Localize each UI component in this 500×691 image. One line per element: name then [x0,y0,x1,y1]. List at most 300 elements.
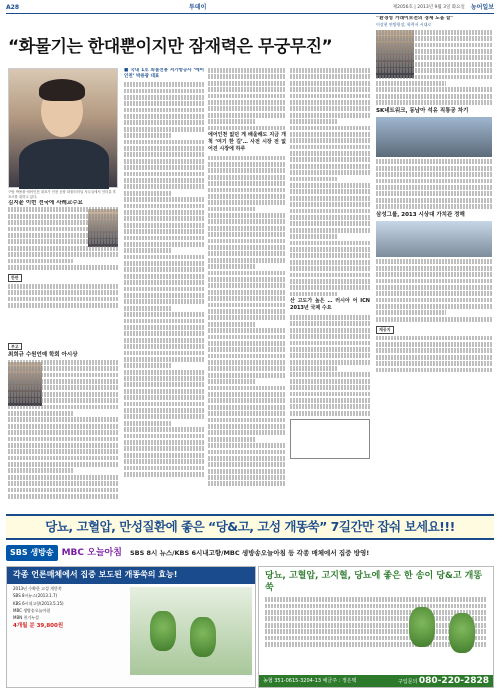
text-line [8,220,118,225]
text-line [290,68,370,73]
text-line [208,379,255,384]
data-table [290,419,370,459]
text-line [290,398,370,403]
bank-account: 농협 351-0615-3204-13 예금주 : 정은택 [263,677,357,684]
text-line [8,297,118,302]
text-line [376,30,492,35]
text-line [208,175,286,180]
text-line [8,207,118,212]
text-line [8,437,118,442]
text-line [124,338,204,343]
text-line [124,325,204,330]
text-line [208,398,286,403]
text-line [376,68,492,73]
newspaper-brand: 농어일보 [470,4,494,12]
article-column-3 [290,68,370,508]
text-line [124,370,204,375]
text-line [208,469,286,474]
text-line [8,392,118,397]
text-line [8,233,118,238]
text-line [8,360,118,365]
text-line [8,443,118,448]
text-line [290,126,370,131]
text-line [124,140,204,145]
text-line [290,404,370,409]
text-line [8,214,118,219]
text-line [208,239,286,244]
text-line [124,191,172,196]
text-line [8,366,118,371]
text-line [124,210,204,215]
text-line [290,74,370,79]
text-line [290,234,338,239]
text-line [290,360,370,365]
text-line [124,165,204,170]
text-line [124,261,204,266]
text-line [290,266,370,271]
text-line [8,385,118,390]
text-line [124,242,204,247]
text-line [208,335,286,340]
text-line [208,373,286,378]
text-line [376,266,492,271]
text-line [124,402,204,407]
text-line [290,202,370,207]
text-line [208,156,286,161]
text-line [124,434,204,439]
text-line [290,145,370,150]
text-line [208,251,286,256]
text-line [290,392,370,397]
text-line [124,114,204,119]
text-line [124,472,204,477]
text-line [290,315,370,320]
text-line [124,248,172,253]
product-ad[interactable] [258,566,494,688]
text-line [208,315,286,320]
text-line [376,100,492,105]
text-line [124,216,204,221]
text-line [290,164,370,169]
text-line [208,405,286,410]
coverage-list [7,584,127,678]
text-line [208,81,286,86]
mbc-logo: MBC 오늘아침 [61,547,122,558]
text-line [290,260,370,265]
text-line [208,437,255,442]
text-line [208,113,286,118]
banner-ad[interactable] [6,514,494,540]
text-line [8,303,118,308]
text-line [290,328,370,333]
text-line [124,459,204,464]
text-line [290,292,338,297]
coverage-item: MBN 천기누설 [13,615,39,621]
text-line [208,126,286,131]
text-line [208,341,286,346]
text-line [124,108,204,113]
text-line [124,236,204,241]
article-section-heading-2: 산 고도가 높은 … 러시아 어 ICN 2013년 국제 수요 [290,298,370,312]
text-line [290,347,370,352]
text-line [376,304,492,309]
text-line [124,351,204,356]
text-line [290,94,370,99]
issue-date: 제2056호 | 2013년 9월 3일 화요일 [392,5,465,11]
text-line [290,157,370,162]
text-line [290,113,370,118]
text-line [8,449,118,454]
text-line [124,319,204,324]
sidebar-title: 김지윤 이번 전국에 사례교수요 [8,200,83,206]
text-line [208,290,286,295]
text-line [208,309,286,314]
text-line [290,228,370,233]
text-line [208,194,286,199]
text-line [124,453,204,458]
text-line [8,259,74,264]
text-line [208,411,286,416]
text-line [290,183,370,188]
text-line [208,94,286,99]
text-line [376,361,492,366]
text-line [376,179,492,184]
right-title-2: SK네트워크, 동남아 석유 직통공 차기 [376,107,469,114]
text-line [290,119,338,124]
text-line [124,382,204,387]
text-line [124,133,172,138]
text-line [124,331,204,336]
text-line [376,87,492,92]
text-line [208,106,286,111]
text-line [376,317,492,322]
article-headline: “화물기는 한대뿐이지만 잠재력은 무궁무진” [8,37,333,57]
text-line [290,106,370,111]
text-line [290,379,370,384]
text-line [290,366,338,371]
text-line [124,414,204,419]
text-line [124,204,204,209]
phone-number[interactable]: 080-220-2828 [418,675,489,686]
text-line [8,379,118,384]
text-line [290,138,370,143]
text-line [208,443,286,448]
text-line [208,87,286,92]
text-line [124,299,204,304]
text-line [376,75,492,80]
text-line [8,456,118,461]
text-line [8,252,118,257]
text-line [208,68,286,73]
coverage-item: SBS 8시뉴스(2013.1.7) [13,593,58,599]
text-line [376,166,492,171]
text-line [124,293,204,298]
text-line [124,152,204,157]
text-line [124,421,172,426]
text-line [290,87,370,92]
text-line [124,197,204,202]
text-line [208,219,286,224]
text-line [290,100,370,105]
text-line [376,298,492,303]
coverage-item: 2013년 수확한 고성 개똥쑥 [13,585,62,591]
sidebar-feature [8,200,118,310]
text-line [376,285,492,290]
text-line [124,440,204,445]
text-line [265,597,487,602]
text-line [265,604,487,609]
text-line [124,255,204,260]
text-line [208,360,286,365]
text-line [290,196,370,201]
text-line [208,232,286,237]
text-line [290,215,370,220]
text-line [208,226,286,231]
article-column-2 [208,68,286,508]
text-line [8,239,118,244]
text-line [376,81,446,86]
product-ad-title: 당뇨, 고혈압, 고지혈, 당뇨에 좋은 한 송이 당&고 개똥쑥 [265,571,483,594]
text-line [208,213,286,218]
text-line [376,191,492,196]
text-line [376,204,492,209]
text-line [376,36,492,41]
text-line [8,284,118,289]
obituary-title: 최희규 수원언예 학회 아시상 [8,352,78,359]
sbs-logo: SBS 생방송 [6,545,58,562]
text-line [208,119,255,124]
text-line [124,172,204,177]
text-line [208,475,286,480]
article-section-heading: 에어인천 없던 게 배울해도 지금 개척 ‘여기 한 길’… 사전 시장 전 없어진 시장에 하루 [208,132,286,152]
text-line [290,170,370,175]
text-line [124,159,204,164]
text-line [124,395,204,400]
text-line [208,462,286,467]
text-line [124,446,204,451]
text-line [290,334,370,339]
article-column-1 [124,68,204,508]
text-line [376,172,492,177]
call-label: 구입문의 [397,678,418,685]
text-line [208,418,286,423]
text-line [290,372,370,377]
text-line [124,101,204,106]
text-line [208,74,286,79]
text-line [208,456,286,461]
coverage-item: MBC 생방송오늘아침 [13,607,51,613]
text-line [208,450,286,455]
right-column [376,16,492,516]
text-line [290,411,370,416]
text-line [290,209,370,214]
text-line [208,430,286,435]
text-line [124,95,204,100]
text-line [208,188,286,193]
text-line [208,207,255,212]
right-photo-2 [376,117,492,157]
interview-photo [8,68,118,188]
text-line [8,488,118,493]
text-line [376,94,492,99]
obituary-tag: 부고 [8,343,22,350]
sidebar-tag: 한판 [8,274,22,281]
text-line [124,184,204,189]
text-line [208,245,286,250]
text-line [376,62,492,67]
text-line [8,265,118,270]
text-line [208,162,286,167]
text-line [124,466,204,471]
text-line [376,259,492,264]
text-line [376,159,492,164]
text-line [376,185,492,190]
text-line [290,321,370,326]
text-line [124,376,204,381]
text-line [208,264,255,269]
text-line [8,424,118,429]
text-line [124,408,204,413]
text-line [124,223,204,228]
text-line [208,392,286,397]
photo-caption: 구랍 박용광 에어인천 대표가 인천 공항 화물터미널 사무실에서 인터뷰 후 포즈를 취하고 있다. [8,190,116,199]
text-line [208,277,286,282]
text-line [208,424,286,429]
text-line [290,247,370,252]
text-line [290,241,370,246]
text-line [376,355,492,360]
text-line [124,287,204,292]
text-line [376,310,446,315]
text-line [208,168,286,173]
text-line [376,291,492,296]
text-line [124,389,204,394]
article-subhead: ■ 국내 1호 화물전용 저가항공사 ‘에어인천’ 박용광 대표 [124,68,204,80]
text-line [376,342,492,347]
right-sub-1: 이상현 연방원장, 학력서 시대로 [376,22,432,28]
text-line [376,368,492,373]
price-label: 4개월 분 39,800원 [13,622,64,629]
text-line [8,398,118,403]
text-line [376,336,492,341]
text-line [124,427,204,432]
text-line [124,89,204,94]
text-line [208,181,286,186]
text-line [290,177,338,182]
text-line [8,290,118,295]
text-line [208,354,286,359]
text-line [8,481,118,486]
text-line [208,322,255,327]
text-line [208,258,286,263]
coverage-heading: 각종 언론매체에서 집중 보도된 개똥쑥의 효능! [7,567,255,584]
text-line [376,49,492,54]
text-line [376,198,492,203]
text-line [8,468,74,473]
text-line [8,373,118,378]
section-title: 투데이 [189,4,207,12]
text-line [290,285,370,290]
text-line [124,274,204,279]
text-line [208,283,286,288]
text-line [124,306,172,311]
text-line [124,357,204,362]
right-photo-3 [376,221,492,257]
text-line [376,272,492,277]
text-line [8,411,74,416]
text-line [8,246,118,251]
text-line [124,82,204,87]
broadcast-note: SBS 8시 뉴스/KBS 6시내고향/MBC 생방송오늘아침 등 각종 매체에서 집중 방영! [129,548,370,557]
text-line [8,430,118,435]
text-line [8,227,118,232]
product-photo [130,587,252,675]
text-line [376,55,492,60]
text-line [208,100,286,105]
banner-ad-text: 당뇨, 고혈압, 만성질환에 좋은 “당&고, 고성 개똥쑥” 7길간만 잡숴 보세요!!! [45,518,455,534]
text-line [376,43,492,48]
text-line [290,132,370,137]
page-number: A28 [6,4,19,12]
text-line [124,127,204,132]
text-line [124,312,204,317]
text-line [8,475,118,480]
text-line [290,253,370,258]
text-line [124,280,204,285]
text-line [376,279,492,284]
right-title-3: 삼성그룹, 2013 시상대 가치관 정해 [376,211,465,218]
right-title-1: “환경성 거래이보전의 경제 도움 끝” [376,16,454,21]
text-line [290,341,370,346]
text-line [208,481,286,486]
text-line [290,273,370,278]
text-line [208,303,286,308]
contact-strip [259,675,493,687]
text-line [290,221,370,226]
text-line [290,353,370,358]
text-line [124,120,204,125]
text-line [124,344,204,349]
text-line [208,347,286,352]
text-line [124,363,172,368]
text-line [8,462,118,467]
text-line [8,405,118,410]
text-line [290,279,370,284]
text-line [208,386,286,391]
coverage-item: KBS 6시내고향(2013.5.15) [13,600,64,606]
media-coverage-ad[interactable] [6,566,256,688]
text-line [124,146,204,151]
text-line [124,267,204,272]
text-line [290,81,370,86]
text-line [208,328,286,333]
text-line [208,200,286,205]
text-line [124,229,204,234]
text-line [208,271,286,276]
text-line [8,417,118,422]
text-line [208,296,286,301]
text-line [290,189,370,194]
text-line [208,366,286,371]
text-line [290,385,370,390]
text-line [8,494,118,499]
text-line [124,178,204,183]
text-line [290,151,370,156]
obituary-section [8,340,118,510]
text-line [376,348,492,353]
broadcast-ad[interactable] [6,542,494,564]
page-header [6,4,494,14]
